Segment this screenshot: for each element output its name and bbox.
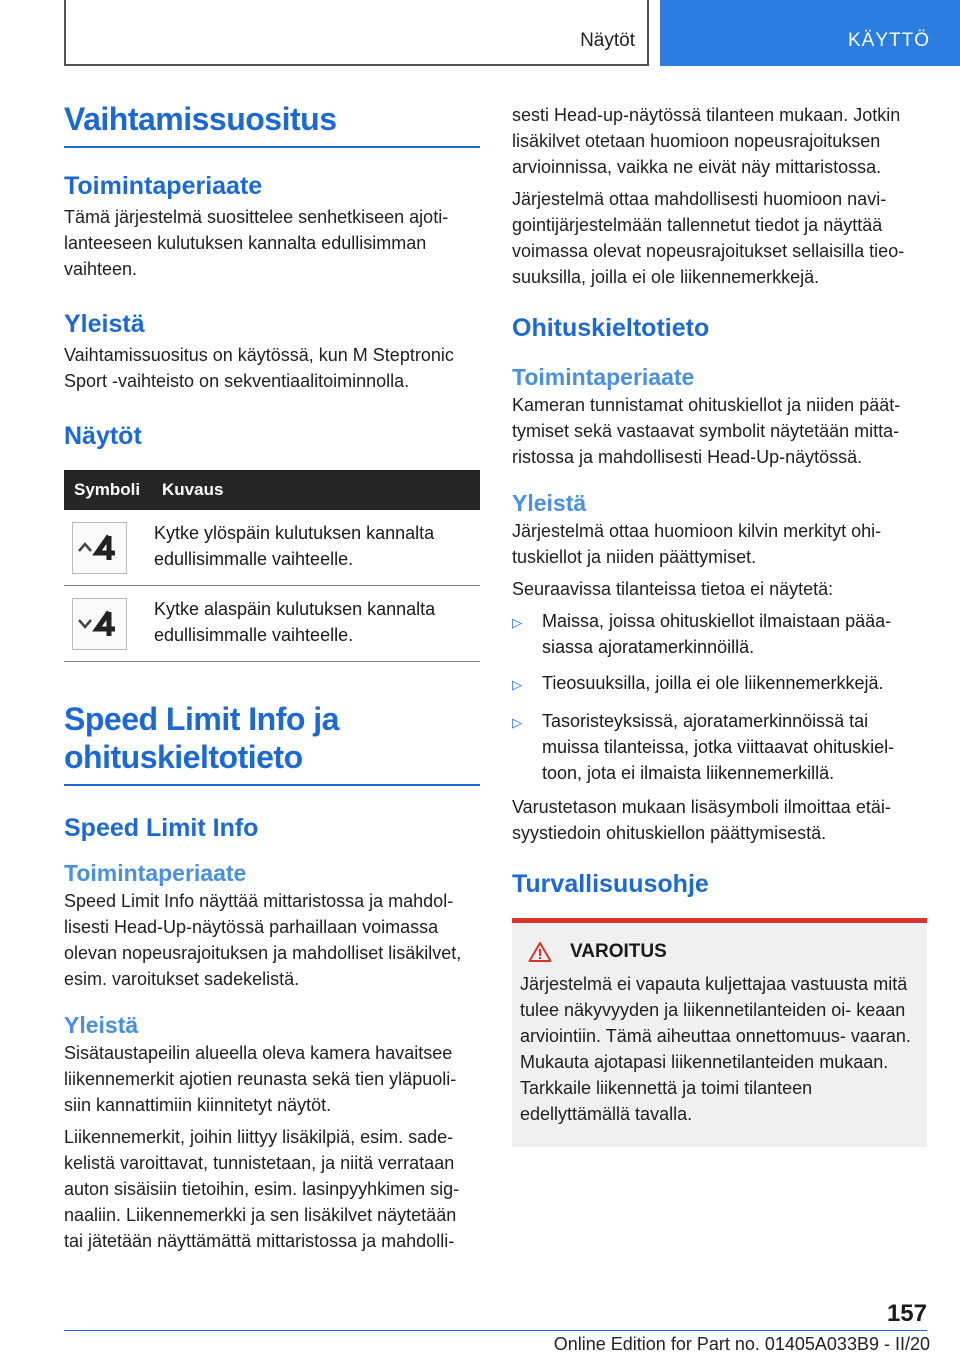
- paragraph: Kameran tunnistamat ohituskiellot ja niiden päät- tymiset sekä vastaavat symbolit näytetään mitta- ristossa ja mahdollisesti Head-Up-näytössä.: [512, 395, 901, 467]
- paragraph: Liikennemerkit, joihin liittyy lisäkilpiä, esim. sade- kelistä varoittavat, tunnistetaan, ja niitä verrataan auton sisäisiin tietoihin, esim. lasinpyyhkimen sig- naaliin. Liikennemerkki ja sen lisäkilvet näytetään tai jätetään näyttämättä mittaristossa ja mahdolli-: [64, 1127, 460, 1251]
- table-header: [64, 470, 480, 510]
- heading-yleista: Yleistä: [512, 490, 587, 516]
- warning-text: Järjestelmä ei vapauta kuljettajaa vastuusta mitä tulee näkyvyyden ja liikennetilanteiden oi- keaan arviointiin. Tämä aiheuttaa onnettomuus- vaaran. Mukauta ajotapasi liikennetilanteiden mukaan. Tarkkaile liikennettä ja toimi tilanteen edellyttämällä tavalla.: [520, 974, 911, 1124]
- table-cell-description: Kytke ylöspäin kulutuksen kannalta edullisimmalle vaihteelle.: [154, 523, 435, 569]
- heading-speed-limit-info: Speed Limit Info ja ohituskieltotieto: [64, 701, 339, 775]
- heading-toimintaperiaate: Toimintaperiaate: [512, 364, 695, 390]
- shift-down-4-icon: [72, 598, 127, 650]
- heading-rule: [64, 784, 480, 786]
- bullet-triangle-icon: ▷: [512, 615, 522, 630]
- heading-speed-limit-info-sub: Speed Limit Info: [64, 814, 259, 842]
- warning-triangle-icon: [528, 941, 552, 963]
- warning-box: [512, 918, 927, 1147]
- bullet-triangle-icon: ▷: [512, 715, 522, 730]
- heading-vaihtamissuositus: Vaihtamissuositus: [64, 101, 337, 137]
- bullet-list: [512, 608, 927, 786]
- paragraph: Speed Limit Info näyttää mittaristossa ja mahdol- lisesti Head-Up-näytössä parhaillaan voimassa olevan nopeusrajoituksen ja mahdolliset lisäkilvet, esim. varoitukset sadekelistä.: [64, 891, 462, 989]
- right-column: [512, 102, 927, 1147]
- paragraph: Sisätaustapeilin alueella oleva kamera havaitsee liikennemerkit ajotien reunasta sekä tien yläpuoli- siin kannattimiin kiinnitetyt näytöt.: [64, 1043, 457, 1115]
- heading-yleista: Yleistä: [64, 310, 145, 338]
- paragraph: sesti Head-up-näytössä tilanteen mukaan. Jotkin lisäkilvet otetaan huomioon nopeusrajoituksen arvioinnissa, vaikka ne eivät näy mittaristossa.: [512, 105, 901, 177]
- shift-up-4-icon: [72, 522, 127, 574]
- list-item: [512, 670, 927, 698]
- page-number: 157: [886, 1300, 927, 1327]
- bullet-triangle-icon: ▷: [512, 677, 522, 692]
- table-cell-description: Kytke alaspäin kulutuksen kannalta edullisimmalle vaihteelle.: [154, 599, 436, 645]
- heading-ohituskieltotieto: Ohituskieltotieto: [512, 314, 710, 342]
- table-row: [64, 586, 480, 662]
- list-item-text: Tieosuuksilla, joilla ei ole liikennemerkkejä.: [542, 673, 884, 693]
- heading-turvallisuusohje: Turvallisuusohje: [512, 870, 709, 898]
- list-item: [512, 708, 927, 786]
- header-chapter-box: [660, 0, 960, 66]
- heading-rule: [64, 146, 480, 148]
- warning-title-text: VAROITUS: [570, 941, 667, 962]
- heading-toimintaperiaate: Toimintaperiaate: [64, 860, 247, 886]
- table-row: [64, 510, 480, 586]
- heading-naytot: Näytöt: [64, 422, 142, 450]
- footer-rule: [64, 1330, 927, 1331]
- header-section-box: [64, 0, 649, 66]
- paragraph: Vaihtamissuositus on käytössä, kun M Steptronic Sport -vaihteisto on sekventiaalitoiminnolla.: [64, 345, 454, 391]
- header-chapter-label: KÄYTTÖ: [847, 30, 930, 51]
- list-item: [512, 608, 927, 660]
- list-item-text: Maissa, joissa ohituskiellot ilmaistaan pääa- siassa ajoratamerkinnöillä.: [542, 611, 892, 657]
- footer-edition: Online Edition for Part no. 01405A033B9 - II/20: [553, 1334, 930, 1354]
- header-section-label: Näytöt: [580, 30, 635, 51]
- paragraph: Tämä järjestelmä suosittelee senhetkiseen ajoti- lanteeseen kulutuksen kannalta edullisimman vaihteen.: [64, 207, 449, 279]
- table-header-description: Kuvaus: [162, 480, 224, 499]
- table-header-symbol: Symboli: [74, 480, 141, 499]
- heading-yleista: Yleistä: [64, 1012, 139, 1038]
- symbol-table: [64, 470, 480, 662]
- paragraph: Järjestelmä ottaa huomioon kilvin merkityt ohi- tuskiellot ja niiden päättymiset.: [512, 521, 882, 567]
- paragraph: Seuraavissa tilanteissa tietoa ei näytetä:: [512, 579, 834, 599]
- list-item-text: Tasoristeyksissä, ajoratamerkinnöissä tai muissa tilanteissa, jotka viittaavat ohituskiel- toon, jota ei ilmaista liikennemerkillä.: [542, 711, 895, 783]
- paragraph: Varustetason mukaan lisäsymboli ilmoittaa etäi- syystiedoin ohituskiellon päättymisestä.: [512, 797, 891, 843]
- warning-title: [520, 941, 919, 963]
- paragraph: Järjestelmä ottaa mahdollisesti huomioon navi- gointijärjestelmään tallennetut tiedot ja näyttää voimassa olevat nopeusrajoitukset sellaisilla tieo- suuksilla, joilla ei ole liikennemerkkejä.: [512, 189, 905, 287]
- left-column: [64, 100, 480, 1254]
- heading-toimintaperiaate: Toimintaperiaate: [64, 172, 263, 200]
